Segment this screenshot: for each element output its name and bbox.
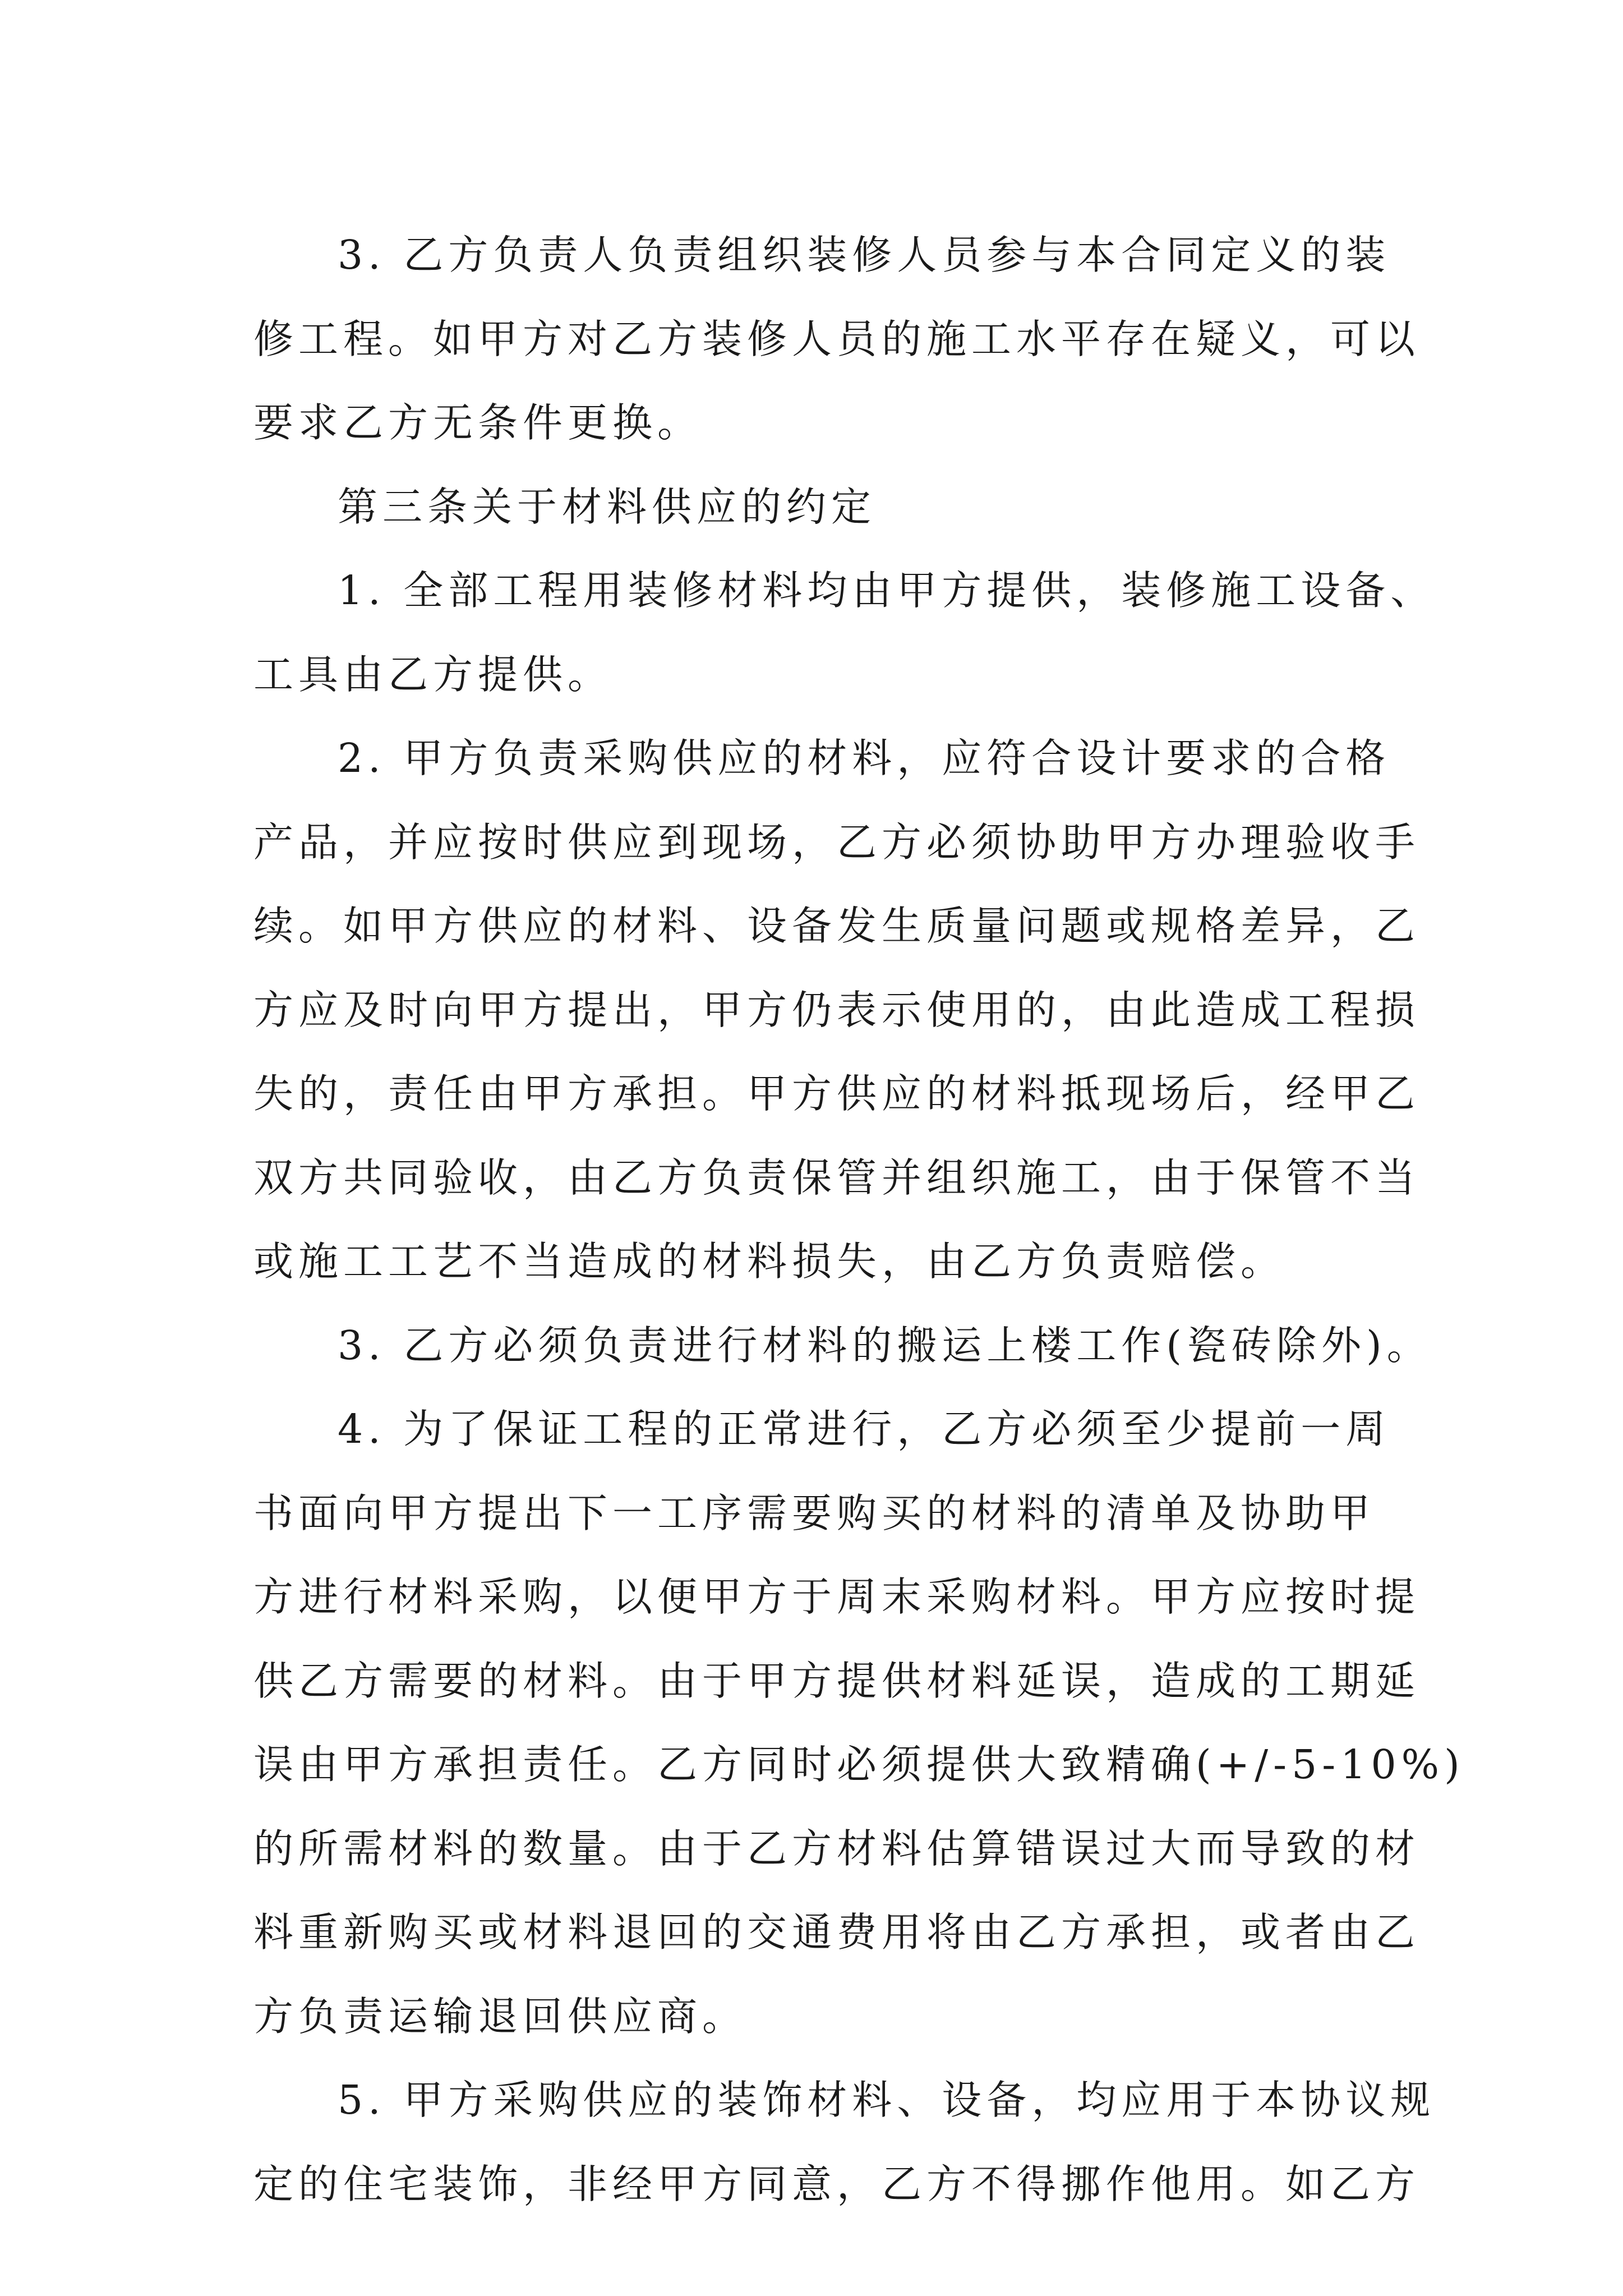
paragraph-2-procurement	[253, 716, 1421, 1304]
text-line: 5. 甲方采购供应的装饰材料、设备，均应用于本协议规	[338, 2077, 1436, 2123]
text-line: 续。如甲方供应的材料、设备发生质量问题或规格差异，乙	[253, 903, 1421, 949]
text-line: 失的，责任由甲方承担。甲方供应的材料抵现场后，经甲乙	[253, 1070, 1421, 1117]
text-line: 3. 乙方负责人负责组织装修人员参与本合同定义的装	[338, 232, 1391, 278]
paragraph-5-usage	[253, 2058, 1436, 2226]
text-line: 修工程。如甲方对乙方装修人员的施工水平存在疑义，可以	[253, 315, 1421, 362]
text-line: 4. 为了保证工程的正常进行，乙方必须至少提前一周	[338, 1406, 1391, 1452]
text-line: 双方共同验收，由乙方负责保管并组织施工，由于保管不当	[253, 1154, 1421, 1201]
section-heading-article-3	[253, 465, 1375, 549]
text-line: 的所需材料的数量。由于乙方材料估算错误过大而导致的材	[253, 1825, 1421, 1872]
text-line: 方应及时向甲方提出，甲方仍表示使用的，由此造成工程损	[253, 986, 1421, 1033]
text-line: 料重新购买或材料退回的交通费用将由乙方承担，或者由乙	[253, 1909, 1421, 1955]
text-line: 方进行材料采购，以便甲方于周末采购材料。甲方应按时提	[253, 1573, 1421, 1620]
text-line: 误由甲方承担责任。乙方同时必须提供大致精确(+/-5-10%)	[253, 1741, 1465, 1788]
text-line: 要求乙方无条件更换。	[253, 399, 703, 446]
paragraph-1-materials	[253, 549, 1436, 716]
text-line: 1. 全部工程用装修材料均由甲方提供，装修施工设备、	[338, 567, 1436, 614]
text-line: 或施工工艺不当造成的材料损失，由乙方负责赔偿。	[253, 1238, 1286, 1285]
text-line: 3. 乙方必须负责进行材料的搬运上楼工作(瓷砖除外)。	[338, 1322, 1432, 1369]
text-line: 产品，并应按时供应到现场，乙方必须协助甲方办理验收手	[253, 818, 1421, 866]
text-line: 工具由乙方提供。	[253, 651, 613, 698]
text-line: 2. 甲方负责采购供应的材料，应符合设计要求的合格	[338, 735, 1391, 781]
text-line: 供乙方需要的材料。由于甲方提供材料延误，造成的工期延	[253, 1657, 1421, 1704]
contract-text	[253, 213, 1465, 2226]
section-heading: 第三条关于材料供应的约定	[338, 483, 877, 530]
text-line: 定的住宅装饰，非经甲方同意，乙方不得挪作他用。如乙方	[253, 2160, 1421, 2207]
text-line: 书面向甲方提出下一工序需要购买的材料的清单及协助甲	[253, 1489, 1376, 1536]
paragraph-4-material-list	[253, 1387, 1465, 2058]
text-line: 方负责运输退回供应商。	[253, 1993, 748, 2040]
paragraph-3-contractor-staff	[253, 213, 1421, 465]
paragraph-3-transport	[253, 1304, 1432, 1388]
